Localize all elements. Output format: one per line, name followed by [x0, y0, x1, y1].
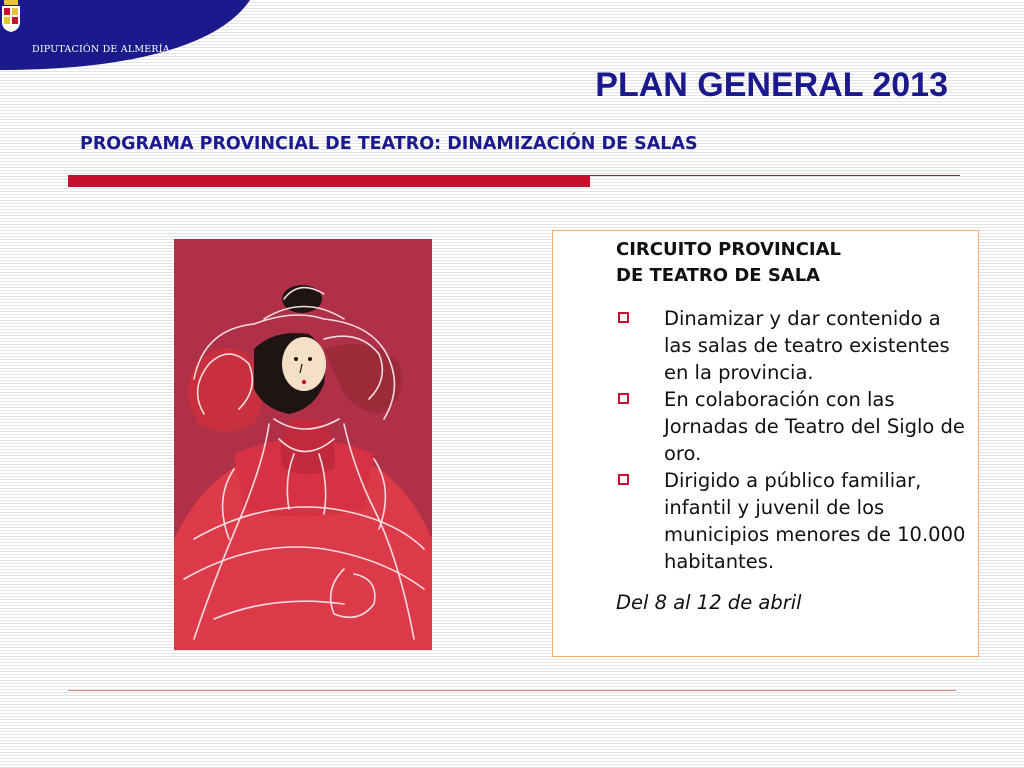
logo-arc [0, 0, 252, 72]
square-outline-icon [618, 312, 629, 323]
date-text: Del 8 al 12 de abril [616, 591, 802, 614]
bullet-text: En colaboración con las Jornadas de Teatro del Siglo de oro. [664, 388, 965, 465]
bullet-item [616, 305, 972, 386]
header-logo [0, 0, 252, 72]
bullet-text: Dinamizar y dar contenido a las salas de teatro existentes en la provincia. [664, 307, 950, 384]
bullet-item [616, 467, 972, 575]
bullet-list [616, 305, 972, 575]
square-outline-icon [618, 393, 629, 404]
page-subtitle: PROGRAMA PROVINCIAL DE TEATRO: DINAMIZACIÓN DE SALAS [80, 134, 698, 154]
footer-divider [68, 690, 956, 691]
logo-text: DIPUTACIÓN DE ALMERÍA [32, 44, 170, 55]
info-box-title [616, 237, 956, 289]
info-box-title-line1: CIRCUITO PROVINCIAL [616, 239, 842, 260]
title-divider-thin [590, 175, 960, 176]
info-box [552, 230, 979, 657]
info-box-title-line2: DE TEATRO DE SALA [616, 265, 821, 286]
bullet-item [616, 386, 972, 467]
theatre-poster-illustration [174, 239, 432, 650]
bullet-text: Dirigido a público familiar, infantil y juvenil de los municipios menores de 10.000 habitantes. [664, 469, 966, 573]
square-outline-icon [618, 474, 629, 485]
coat-of-arms-icon [0, 0, 22, 32]
page-title: PLAN GENERAL 2013 [595, 66, 948, 104]
title-divider-thick [68, 175, 590, 187]
